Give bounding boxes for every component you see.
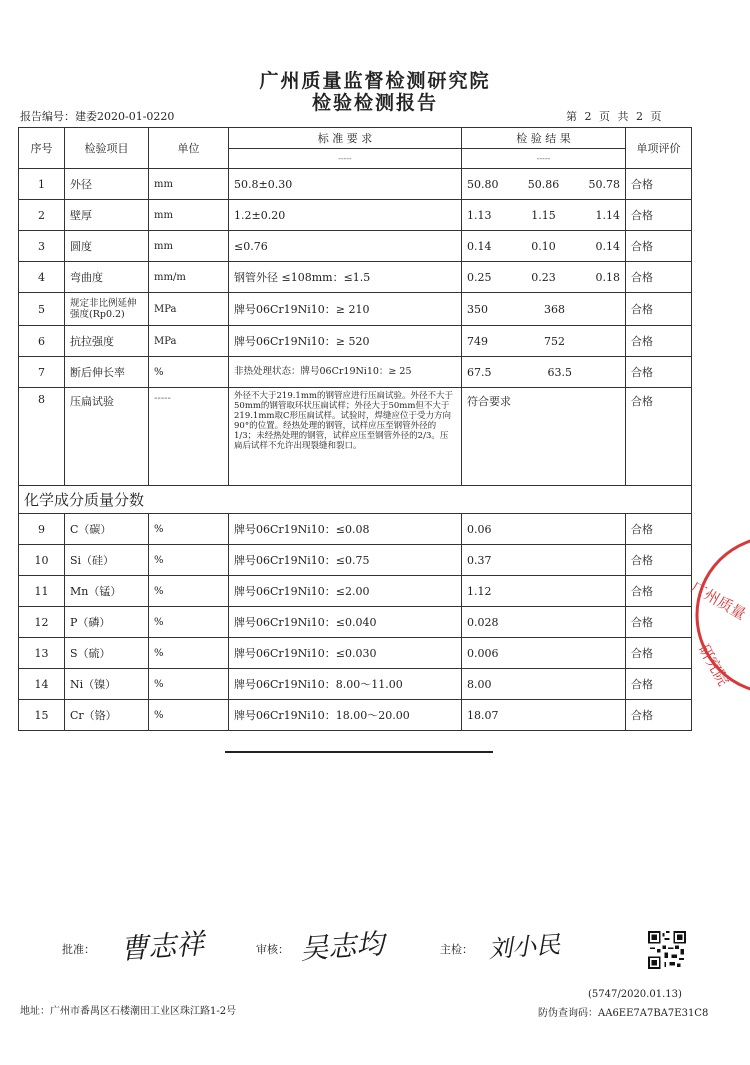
- header-result: 检 验 结 果: [462, 128, 626, 149]
- row-no: 8: [19, 388, 65, 486]
- section-title: 化学成分质量分数: [19, 486, 692, 514]
- row-no: 2: [19, 200, 65, 231]
- row-no: 14: [19, 669, 65, 700]
- table-row: [19, 700, 692, 731]
- row-evaluation: 合格: [626, 669, 692, 700]
- row-unit: %: [149, 357, 229, 388]
- row-evaluation: 合格: [626, 262, 692, 293]
- row-results: [462, 231, 626, 262]
- svg-text:研究院: 研究院: [694, 641, 733, 689]
- row-evaluation: 合格: [626, 169, 692, 200]
- row-results: [462, 293, 626, 326]
- row-no: 13: [19, 638, 65, 669]
- row-unit: mm: [149, 200, 229, 231]
- table-row: [19, 262, 692, 293]
- result-value: 50.86: [527, 177, 560, 191]
- row-results: [462, 357, 626, 388]
- table-row: [19, 357, 692, 388]
- inspection-table: [18, 127, 692, 731]
- report-type-title: 检验检测报告: [311, 92, 438, 114]
- row-requirement: 钢管外径 ≤108mm：≤1.5: [229, 262, 462, 293]
- row-item: 壁厚: [65, 200, 149, 231]
- row-item: P（磷）: [65, 607, 149, 638]
- end-line: [225, 751, 493, 753]
- result-value: 0.10: [531, 239, 556, 253]
- row-evaluation: 合格: [626, 576, 692, 607]
- result-value: 0.14: [467, 239, 492, 253]
- result-value: 0.23: [531, 270, 556, 284]
- row-unit: -----: [149, 388, 229, 486]
- header-standard: 标 准 要 求: [229, 128, 462, 149]
- table-row: [19, 231, 692, 262]
- row-requirement: 50.8±0.30: [229, 169, 462, 200]
- row-result: 0.06: [462, 514, 626, 545]
- row-requirement: 牌号06Cr19Ni10：≥ 520: [229, 326, 462, 357]
- document-code: (5747/2020.01.13): [588, 989, 682, 1000]
- table-row: [19, 576, 692, 607]
- row-requirement: 牌号06Cr19Ni10：≤0.75: [229, 545, 462, 576]
- result-value: 1.13: [467, 208, 492, 222]
- row-result: 0.006: [462, 638, 626, 669]
- row-unit: %: [149, 669, 229, 700]
- header-result-sub: -----: [462, 149, 626, 169]
- row-unit: %: [149, 514, 229, 545]
- page-info: 第 2 页 共 2 页: [566, 110, 662, 123]
- row-evaluation: 合格: [626, 293, 692, 326]
- row-evaluation: 合格: [626, 357, 692, 388]
- row-item: Si（硅）: [65, 545, 149, 576]
- row-requirement: 1.2±0.20: [229, 200, 462, 231]
- row-requirement: ≤0.76: [229, 231, 462, 262]
- row-item: Cr（铬）: [65, 700, 149, 731]
- section-row: [19, 486, 692, 514]
- row-results: [462, 326, 626, 357]
- result-value: 63.5: [547, 365, 572, 379]
- row-item: 抗拉强度: [65, 326, 149, 357]
- row-no: 7: [19, 357, 65, 388]
- row-no: 6: [19, 326, 65, 357]
- table-row: [19, 200, 692, 231]
- result-value: 1.14: [595, 208, 620, 222]
- approve-signature: 曹志祥: [119, 927, 206, 966]
- row-no: 12: [19, 607, 65, 638]
- row-no: 4: [19, 262, 65, 293]
- row-item: 压扁试验: [65, 388, 149, 486]
- row-requirement: 牌号06Cr19Ni10：≤2.00: [229, 576, 462, 607]
- row-no: 15: [19, 700, 65, 731]
- row-requirement: 外径不大于219.1mm的钢管应进行压扁试验。外径不大于50mm的钢管取环状压扁试样；外径大于50mm但不大于219.1mm取C形压扁试样。试验时，焊缝应位于受力方向90°的位置。经热处理的钢管，试样应压至钢管外径的1/3；未经热处理的钢管，试样应压至钢管外径的2/3。压扁后试样不允许出现裂缝和裂口。: [229, 388, 462, 486]
- result-value: 50.80: [467, 177, 499, 191]
- review-signature: 吴志均: [299, 927, 386, 966]
- row-item: C（碳）: [65, 514, 149, 545]
- row-results: [462, 200, 626, 231]
- row-result: 1.12: [462, 576, 626, 607]
- table-row: [19, 607, 692, 638]
- table-row: [19, 545, 692, 576]
- row-unit: MPa: [149, 326, 229, 357]
- header-seq: 序号: [19, 128, 65, 169]
- row-result: 0.028: [462, 607, 626, 638]
- table-row: [19, 293, 692, 326]
- row-evaluation: 合格: [626, 700, 692, 731]
- row-item: 断后伸长率: [65, 357, 149, 388]
- result-value: 368: [544, 302, 565, 316]
- row-requirement: 牌号06Cr19Ni10：≤0.08: [229, 514, 462, 545]
- row-requirement: 牌号06Cr19Ni10：18.00～20.00: [229, 700, 462, 731]
- row-requirement: 牌号06Cr19Ni10：≤0.030: [229, 638, 462, 669]
- row-results: 符合要求: [462, 388, 626, 486]
- anti-fake-code: 防伪查询码：AA6EE7A7BA7E31C8: [538, 1008, 709, 1019]
- result-value: 749: [467, 334, 488, 348]
- row-result: 18.07: [462, 700, 626, 731]
- header-standard-sub: -----: [229, 149, 462, 169]
- result-value: 0.14: [595, 239, 620, 253]
- row-item: 圆度: [65, 231, 149, 262]
- row-evaluation: 合格: [626, 200, 692, 231]
- row-requirement: 非热处理状态：牌号06Cr19Ni10：≥ 25: [229, 357, 462, 388]
- row-unit: %: [149, 700, 229, 731]
- official-stamp: [680, 530, 750, 700]
- table-row: [19, 169, 692, 200]
- row-evaluation: 合格: [626, 326, 692, 357]
- row-no: 11: [19, 576, 65, 607]
- result-value: 1.15: [531, 208, 556, 222]
- row-evaluation: 合格: [626, 231, 692, 262]
- row-item: Mn（锰）: [65, 576, 149, 607]
- row-requirement: 牌号06Cr19Ni10：≥ 210: [229, 293, 462, 326]
- row-unit: %: [149, 638, 229, 669]
- header-unit: 单位: [149, 128, 229, 169]
- row-no: 9: [19, 514, 65, 545]
- result-value: 67.5: [467, 365, 492, 379]
- row-unit: %: [149, 576, 229, 607]
- row-evaluation: 合格: [626, 545, 692, 576]
- row-requirement: 牌号06Cr19Ni10：≤0.040: [229, 607, 462, 638]
- result-value: 0.18: [595, 270, 620, 284]
- row-unit: mm/m: [149, 262, 229, 293]
- inspect-label: 主检：: [440, 943, 473, 956]
- result-value: 350: [467, 302, 488, 316]
- row-item: Ni（镍）: [65, 669, 149, 700]
- table-row: [19, 326, 692, 357]
- row-unit: %: [149, 545, 229, 576]
- header-rating: 单项评价: [626, 128, 692, 169]
- header-item: 检验项目: [65, 128, 149, 169]
- qr-code-icon: [648, 931, 686, 969]
- table-row: [19, 514, 692, 545]
- row-no: 10: [19, 545, 65, 576]
- row-item: 弯曲度: [65, 262, 149, 293]
- row-evaluation: 合格: [626, 638, 692, 669]
- institute-title: 广州质量监督检测研究院: [259, 70, 491, 92]
- row-no: 3: [19, 231, 65, 262]
- row-unit: mm: [149, 169, 229, 200]
- result-value: 0.25: [467, 270, 492, 284]
- row-item: S（硫）: [65, 638, 149, 669]
- row-evaluation: 合格: [626, 388, 692, 486]
- row-no: 1: [19, 169, 65, 200]
- row-item: 外径: [65, 169, 149, 200]
- row-evaluation: 合格: [626, 514, 692, 545]
- inspect-signature: 刘小民: [487, 930, 562, 964]
- table-row: [19, 669, 692, 700]
- report-number: 报告编号：建委2020-01-0220: [20, 110, 175, 123]
- row-unit: %: [149, 607, 229, 638]
- review-label: 审核：: [256, 943, 289, 956]
- row-requirement: 牌号06Cr19Ni10：8.00～11.00: [229, 669, 462, 700]
- result-value: 752: [544, 334, 565, 348]
- row-results: [462, 169, 626, 200]
- result-value: 50.78: [588, 177, 620, 191]
- row-unit: MPa: [149, 293, 229, 326]
- row-item: 规定非比例延伸强度(Rp0.2): [65, 293, 149, 326]
- row-results: [462, 262, 626, 293]
- row-no: 5: [19, 293, 65, 326]
- row-evaluation: 合格: [626, 607, 692, 638]
- svg-text:广州质量: 广州质量: [688, 577, 749, 624]
- row-result: 0.37: [462, 545, 626, 576]
- table-row: [19, 638, 692, 669]
- row-result: 8.00: [462, 669, 626, 700]
- row-unit: mm: [149, 231, 229, 262]
- approve-label: 批准：: [62, 943, 95, 956]
- table-row: [19, 388, 692, 486]
- address: 地址：广州市番禺区石楼潮田工业区珠江路1-2号: [20, 1006, 237, 1017]
